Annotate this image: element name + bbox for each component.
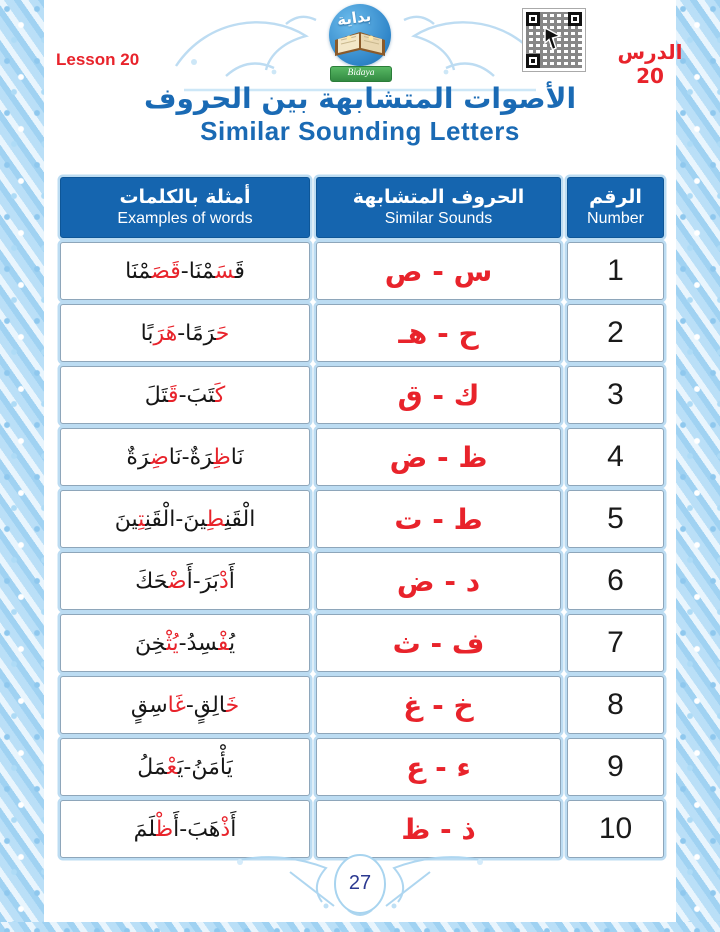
example-segment: كَ‍ — [214, 382, 226, 408]
page-border-left — [0, 0, 44, 922]
header-number — [567, 177, 664, 238]
example-segment: ‍لَمَ — [133, 816, 156, 842]
row-similar-letters-cell: د - ض — [316, 552, 561, 610]
row-number-cell: 2 — [567, 304, 664, 362]
example-segment: ‍ينَ — [114, 506, 139, 532]
header-examples-en: Examples of words — [117, 209, 253, 227]
header-examples-ar: أمثلة بالكلمات — [119, 185, 251, 208]
header-examples — [60, 177, 310, 238]
row-example-cell — [60, 304, 310, 362]
row-number-cell: 6 — [567, 552, 664, 610]
example-segment: ظِ‍ — [213, 444, 231, 470]
page-number: 27 — [348, 872, 372, 894]
example-segment: ‍خِنَ — [134, 630, 166, 656]
bidaya-logo — [323, 4, 397, 90]
example-segment: - — [185, 692, 194, 718]
example-segment: ‍رَةٌ — [189, 444, 214, 470]
example-segment: ‍مْنَا — [125, 258, 152, 284]
example-segment: هَبَ — [187, 816, 221, 842]
row-example-cell — [60, 242, 310, 300]
page-border-right — [676, 0, 720, 922]
example-segment: - — [178, 382, 187, 408]
example-segment: ‍مَلُ — [137, 754, 167, 780]
row-example-cell — [60, 614, 310, 672]
example-segment: ‍سِدُ — [186, 630, 218, 656]
example-segment: ‍رَمًا — [185, 320, 216, 346]
row-similar-letters-cell: ط - ت — [316, 490, 561, 548]
header-number-en: Number — [587, 209, 644, 227]
example-segment: - — [181, 444, 190, 470]
lesson-label-ar: الدرس 20 — [617, 40, 683, 88]
example-segment: نَا — [168, 444, 182, 470]
row-similar-letters-cell: ء - ع — [316, 738, 561, 796]
letters-table — [60, 177, 664, 858]
row-example-cell — [60, 738, 310, 796]
example-segment: ‍طِ‍ — [206, 506, 225, 532]
example-segment: قَصَ‍ — [151, 258, 181, 284]
row-similar-letters-cell: ف - ث — [316, 614, 561, 672]
example-segment: ‍عْ‍ — [166, 754, 178, 780]
example-segment: قَ‍ — [168, 382, 179, 408]
example-segment: ‍الِقٍ — [193, 692, 226, 718]
example-segment: يَ‍ — [177, 754, 184, 780]
page-title-english: Similar Sounding Letters — [200, 116, 520, 146]
example-segment: ‍سَ‍ — [214, 258, 235, 284]
example-segment: - — [177, 320, 186, 346]
example-segment: الْقَنِ‍ — [144, 506, 176, 532]
example-segment: الْقَنِ‍ — [224, 506, 256, 532]
header-similar-sounds — [316, 177, 561, 238]
example-segment: - — [183, 754, 192, 780]
row-number-cell: 5 — [567, 490, 664, 548]
example-segment: يَأْمَنُ — [191, 754, 233, 780]
example-segment: - — [179, 816, 188, 842]
example-segment: - — [175, 506, 184, 532]
example-segment: ذْ — [220, 816, 231, 842]
example-segment: خَ‍ — [225, 692, 240, 718]
example-segment: - — [178, 630, 187, 656]
row-similar-letters-cell: خ - غ — [316, 676, 561, 734]
row-similar-letters-cell: ح - هـ — [316, 304, 561, 362]
example-segment: ‍رَةٌ — [126, 444, 151, 470]
example-segment: قَ‍ — [234, 258, 245, 284]
example-segment: سِقٍ — [130, 692, 168, 718]
row-similar-letters-cell: ك - ق — [316, 366, 561, 424]
qr-finder-icon — [526, 54, 540, 68]
row-number-cell: 4 — [567, 428, 664, 486]
page-border-bottom — [0, 922, 720, 932]
row-number-cell: 10 — [567, 800, 664, 858]
logo-ribbon: Bidaya — [330, 66, 392, 82]
open-book-icon — [332, 28, 388, 62]
example-segment: غَا — [167, 692, 186, 718]
qr-finder-icon — [526, 12, 540, 26]
row-example-cell — [60, 366, 310, 424]
row-example-cell — [60, 552, 310, 610]
row-similar-letters-cell: س - ص — [316, 242, 561, 300]
example-segment: يُثْ‍ — [165, 630, 179, 656]
row-number-cell: 3 — [567, 366, 664, 424]
example-segment: نَا — [230, 444, 244, 470]
example-segment: ‍فْ‍ — [217, 630, 229, 656]
example-segment: أَ — [173, 816, 180, 842]
row-similar-letters-cell: ذ - ظ — [316, 800, 561, 858]
example-segment: - — [192, 568, 201, 594]
example-segment: دْ — [218, 568, 229, 594]
row-example-cell — [60, 676, 310, 734]
example-segment: ضِ‍ — [150, 444, 169, 470]
example-segment: ظْ‍ — [155, 816, 174, 842]
example-segment: أَ — [228, 568, 235, 594]
header-similar-sounds-ar: الحروف المتشابهة — [352, 185, 525, 208]
page-title-arabic: الأصوات المتشابهة بين الحروف — [143, 82, 577, 115]
example-segment: ‍مْنَا — [188, 258, 215, 284]
qr-code — [522, 8, 586, 72]
qr-finder-icon — [568, 12, 582, 26]
example-segment: ‍ينَ — [183, 506, 207, 532]
example-segment: حَ‍ — [215, 320, 230, 346]
row-number-cell: 7 — [567, 614, 664, 672]
example-segment: يُ‍ — [228, 630, 236, 656]
example-segment: ضْ‍ — [167, 568, 187, 594]
row-number-cell: 9 — [567, 738, 664, 796]
header-similar-sounds-en: Similar Sounds — [384, 209, 493, 227]
logo-arabic-text: بداية — [335, 6, 373, 30]
example-segment: ‍تَلَ — [144, 382, 169, 408]
row-number-cell: 1 — [567, 242, 664, 300]
header-number-ar: الرقم — [589, 185, 642, 208]
lesson-label-en: Lesson 20 — [56, 50, 140, 69]
row-example-cell — [60, 428, 310, 486]
example-segment: بَرَ — [200, 568, 219, 594]
example-segment: - — [180, 258, 189, 284]
example-segment: بًا — [140, 320, 154, 346]
example-segment: أَ — [186, 568, 193, 594]
row-example-cell — [60, 800, 310, 858]
example-segment: هَرَ — [153, 320, 178, 346]
example-segment: ‍حَكَ — [135, 568, 168, 594]
row-number-cell: 8 — [567, 676, 664, 734]
example-segment: أَ — [230, 816, 237, 842]
row-example-cell — [60, 490, 310, 548]
row-similar-letters-cell: ظ - ض — [316, 428, 561, 486]
example-segment: ‍تِ‍ — [138, 506, 145, 532]
example-segment: ‍تَبَ — [186, 382, 215, 408]
cursor-arrow-icon — [543, 27, 563, 51]
